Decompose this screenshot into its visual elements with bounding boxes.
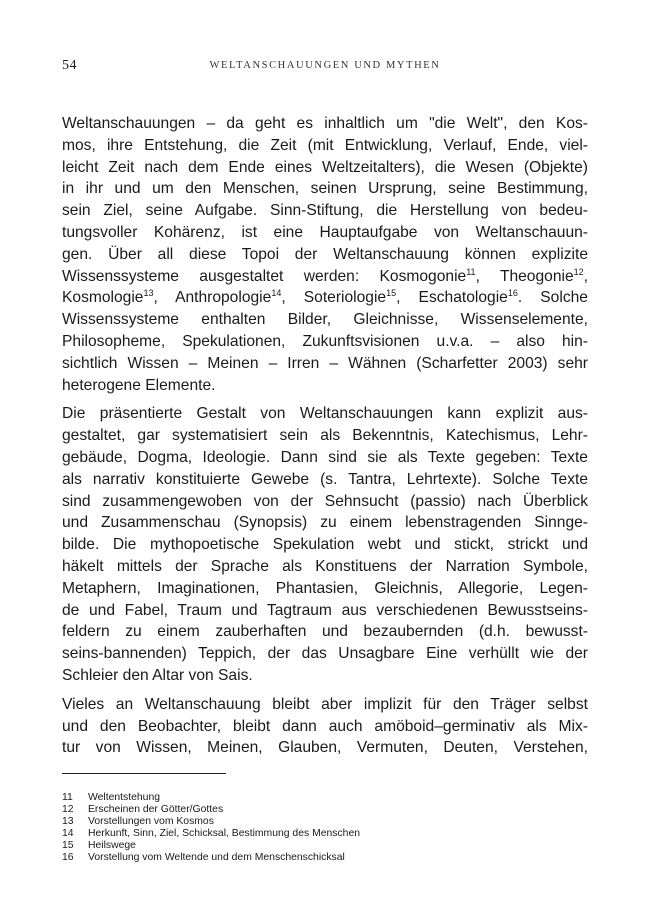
footnote-item xyxy=(62,840,360,852)
text-line: mos, ihre Entstehung, die Zeit (mit Entwicklung, Verlauf, Ende, viel- xyxy=(62,136,588,154)
text-line: gestaltet, gar systematisiert sein als Bekenntnis, Katechismus, Lehr- xyxy=(62,427,588,445)
footnote-reference: 11 xyxy=(466,266,476,277)
text-line: seins-bannenden) Teppich, der das Unsagbare Eine verhüllt wie der xyxy=(62,645,588,663)
body-text xyxy=(62,113,588,759)
footnote-item xyxy=(62,792,360,804)
footnote-text: Vorstellung vom Weltende und dem Menschenschicksal xyxy=(88,852,345,864)
text-line: Wissenssysteme enthalten Bilder, Gleichnisse, Wissenselemente, xyxy=(62,311,588,329)
text-line: gebäude, Dogma, Ideologie. Dann sind sie als Texte gegeben: Texte xyxy=(62,448,588,466)
page-number: 54 xyxy=(62,58,77,73)
text-line: und Zusammenschau (Synopsis) zu einem lebenstragenden Sinnge- xyxy=(62,514,588,532)
footnote-reference: 16 xyxy=(507,288,518,299)
footnote-number: 16 xyxy=(62,852,74,864)
footnote-number: 14 xyxy=(62,828,74,840)
text-line: Metaphern, Imaginationen, Phantasien, Gleichnis, Allegorie, Legen- xyxy=(62,579,588,597)
text-line: Schleier den Altar von Sais. xyxy=(62,666,253,684)
text-line: Die präsentierte Gestalt von Weltanschauungen kann explizit aus- xyxy=(62,405,588,423)
text-segment: Kosmologie xyxy=(62,289,144,307)
text-line: feldern zu einem zauberhaften und bezaubernden (d.h. bewusst- xyxy=(62,623,588,641)
footnote-reference: 15 xyxy=(386,288,397,299)
footnote-text: Heilswege xyxy=(88,840,136,852)
paragraph-1 xyxy=(62,113,588,396)
text-line: bilde. Die mythopoetische Spekulation webt und stickt, strickt und xyxy=(62,536,588,554)
footnote-reference: 12 xyxy=(573,266,584,277)
text-line xyxy=(62,266,588,288)
footnote-number: 11 xyxy=(62,792,73,803)
footnote-reference: 13 xyxy=(143,288,154,299)
text-line: heterogene Elemente. xyxy=(62,376,216,394)
footnote-text: Weltentstehung xyxy=(88,792,161,803)
footnotes xyxy=(62,792,360,865)
text-segment: , xyxy=(583,267,588,285)
text-segment: Wissenssysteme ausgestaltet werden: Kosmogonie xyxy=(62,267,467,285)
footnote-item xyxy=(62,828,360,840)
footnote-item xyxy=(62,804,360,816)
text-segment: , Anthropologie xyxy=(153,289,272,307)
footnote-item xyxy=(62,816,360,828)
footnote-number: 13 xyxy=(62,816,74,828)
text-line: tungsvoller Kohärenz, ist eine Hauptaufgabe von Weltanschauun- xyxy=(62,223,588,241)
text-line: Philosopheme, Spekulationen, Zukunftsvisionen u.v.a. – also hin- xyxy=(62,332,588,350)
footnote-reference: 14 xyxy=(271,288,282,299)
text-line: in ihr und um den Menschen, seinen Ursprung, seine Bestimmung, xyxy=(62,180,588,198)
footnote-number: 15 xyxy=(62,840,74,852)
text-segment: , Soteriologie xyxy=(281,289,387,307)
footnote-number: 12 xyxy=(62,804,74,816)
text-line: Vieles an Weltanschauung bleibt aber implizit für den Träger selbst xyxy=(62,695,588,713)
footnote-text: Herkunft, Sinn, Ziel, Schicksal, Bestimmung des Menschen xyxy=(88,828,361,840)
text-line xyxy=(62,287,588,309)
text-line: sichtlich Wissen – Meinen – Irren – Wähnen (Scharfetter 2003) sehr xyxy=(62,354,588,372)
text-line: häkelt mittels der Sprache als Konstituens der Narration Symbole, xyxy=(62,557,588,575)
text-segment: . Solche xyxy=(517,289,588,307)
text-line: und den Beobachter, bleibt dann auch amöboid–germinativ als Mix- xyxy=(62,717,588,735)
text-line: sind zusammengewoben von der Sehnsucht (passio) nach Überblick xyxy=(62,492,588,510)
text-line: als narrativ konstituierte Gewebe (s. Tantra, Lehrtexte). Solche Texte xyxy=(62,470,588,488)
footnote-text: Vorstellungen vom Kosmos xyxy=(88,816,214,828)
text-line: Weltanschauungen – da geht es inhaltlich um "die Welt", den Kos- xyxy=(62,115,588,132)
text-line: tur von Wissen, Meinen, Glauben, Vermuten, Deuten, Verstehen, xyxy=(62,739,588,757)
text-line: leicht Zeit nach dem Ende eines Weltzeitalters), die Wesen (Objekte) xyxy=(62,158,588,176)
paragraph-2 xyxy=(62,403,588,686)
text-segment: , Theogonie xyxy=(475,267,574,285)
footnote-text: Erscheinen der Götter/Gottes xyxy=(88,804,224,816)
text-line: de und Fabel, Traum und Tagtraum aus verschiedenen Bewusstseins- xyxy=(62,601,588,619)
footnote-rule xyxy=(62,773,226,774)
paragraph-3 xyxy=(62,694,588,759)
footnote-item xyxy=(62,852,360,864)
text-segment: , Eschatologie xyxy=(396,289,508,307)
text-line: sein Ziel, seine Aufgabe. Sinn-Stiftung, die Herstellung von bedeu- xyxy=(62,202,588,220)
text-line: gen. Über all diese Topoi der Weltanschauung können explizite xyxy=(62,245,588,263)
running-header: WELTANSCHAUUNGEN UND MYTHEN xyxy=(209,60,441,71)
